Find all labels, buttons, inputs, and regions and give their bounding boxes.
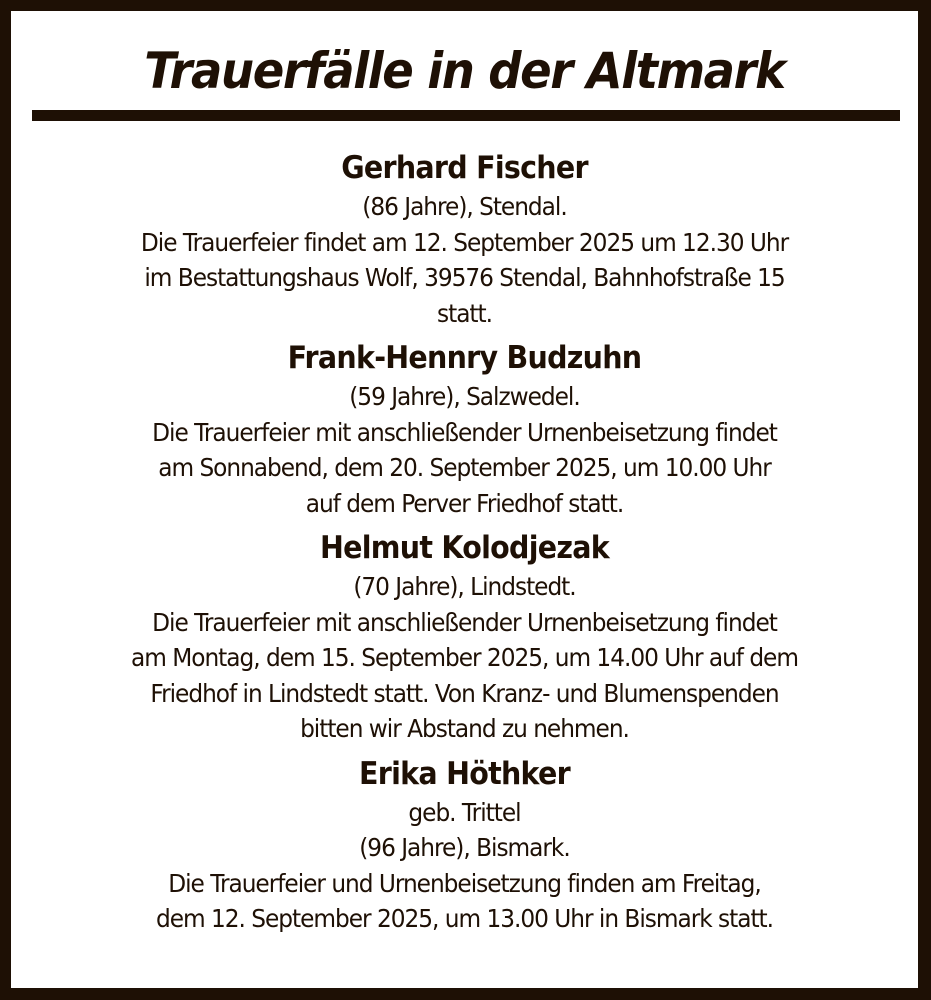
entry-age-place: (96 Jahre), Bismark.: [359, 833, 570, 862]
obituary-entry: [11, 753, 918, 937]
entry-text-line: Die Trauerfeier mit anschließender Urnenbeisetzung findet: [152, 607, 777, 637]
deceased-name: Erika Höthker: [359, 755, 570, 792]
obituary-list: [11, 147, 918, 943]
entry-text-line: im Bestattungshaus Wolf, 39576 Stendal, Bahnhofstraße 15: [144, 263, 785, 292]
entry-text-line: am Sonnabend, dem 20. September 2025, um 10.00 Uhr: [158, 453, 771, 482]
entry-text-line: Friedhof in Lindstedt statt. Von Kranz- und Blumenspenden: [150, 678, 779, 708]
entry-text-line: bitten wir Abstand zu nehmen.: [300, 714, 629, 743]
entry-text-line: auf dem Perver Friedhof statt.: [305, 488, 624, 518]
obituary-entry: [11, 527, 918, 747]
entry-text-line: dem 12. September 2025, um 13.00 Uhr in Bismark statt.: [155, 904, 774, 933]
entry-text-line: statt.: [437, 298, 492, 328]
obituary-entry: [11, 147, 918, 331]
entry-text-line: am Montag, dem 15. September 2025, um 14.00 Uhr auf dem: [131, 643, 798, 672]
deceased-name: Gerhard Fischer: [341, 150, 588, 186]
obituary-entry: [11, 337, 918, 521]
entry-text-line: Die Trauerfeier mit anschließender Urnenbeisetzung findet: [152, 417, 777, 447]
page-title: Trauerfälle in der Altmark: [144, 42, 785, 100]
entry-age-place: (86 Jahre), Stendal.: [362, 192, 567, 221]
title-divider: [32, 110, 900, 121]
deceased-name: Helmut Kolodjezak: [320, 530, 609, 566]
deceased-name: Frank-Hennry Budzuhn: [287, 340, 642, 376]
entry-text-line: Die Trauerfeier findet am 12. September 2025 um 12.30 Uhr: [140, 227, 789, 257]
entry-maiden-name: geb. Trittel: [408, 797, 521, 827]
notice-frame: [11, 11, 918, 988]
entry-age-place: (70 Jahre), Lindstedt.: [353, 572, 576, 601]
entry-text-line: Die Trauerfeier und Urnenbeisetzung finden am Freitag,: [168, 868, 761, 898]
entry-age-place: (59 Jahre), Salzwedel.: [349, 382, 580, 411]
